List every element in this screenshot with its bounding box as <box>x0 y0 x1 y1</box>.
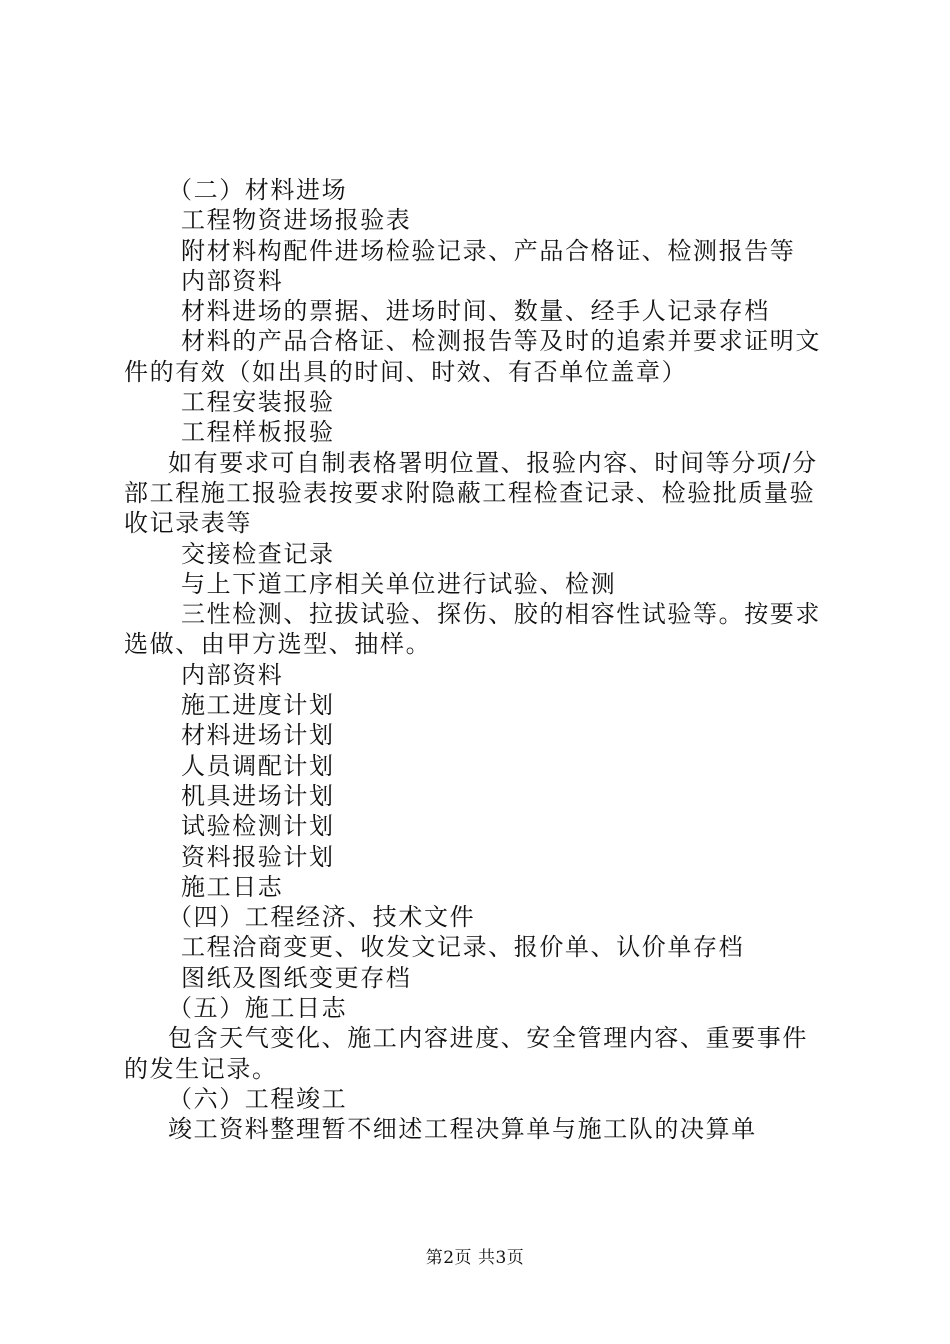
paragraph-line: 工程物资进场报验表 <box>181 206 412 235</box>
paragraph-line: 收记录表等 <box>124 509 252 538</box>
paragraph-line: 图纸及图纸变更存档 <box>181 963 412 992</box>
paragraph-line: 材料进场计划 <box>181 721 335 750</box>
paragraph-line: 内部资料 <box>181 266 284 295</box>
document-body <box>124 175 836 1145</box>
paragraph-line: 包含天气变化、施工内容进度、安全管理内容、重要事件 <box>168 1024 808 1053</box>
paragraph-line: 工程样板报验 <box>181 418 335 447</box>
paragraph-line: 竣工资料整理暂不细述工程决算单与施工队的决算单 <box>168 1115 757 1144</box>
paragraph-line: 件的有效（如出具的时间、时效、有否单位盖章） <box>124 357 688 386</box>
paragraph-line: 工程安装报验 <box>181 388 335 417</box>
paragraph-line: 施工进度计划 <box>181 691 335 720</box>
paragraph-line: 试验检测计划 <box>181 812 335 841</box>
paragraph-line: 机具进场计划 <box>181 781 335 810</box>
paragraph-line: 施工日志 <box>181 872 284 901</box>
paragraph-line: 部工程施工报验表按要求附隐蔽工程检查记录、检验批质量验 <box>124 478 816 507</box>
paragraph-line: 工程洽商变更、收发文记录、报价单、认价单存档 <box>181 933 745 962</box>
paragraph-line: 如有要求可自制表格署明位置、报验内容、时间等分项/分 <box>168 448 818 477</box>
paragraph-line: 与上下道工序相关单位进行试验、检测 <box>181 569 617 598</box>
section-heading: （二）材料进场 <box>168 176 348 204</box>
paragraph-line: 资料报验计划 <box>181 842 335 871</box>
paragraph-line: 的发生记录。 <box>124 1054 278 1083</box>
paragraph-line: 材料的产品合格证、检测报告等及时的追索并要求证明文 <box>181 327 821 356</box>
page-number-footer: 第2页 共3页 <box>425 1248 525 1268</box>
paragraph-line: 内部资料 <box>181 660 284 689</box>
paragraph-line: 材料进场的票据、进场时间、数量、经手人记录存档 <box>181 297 770 326</box>
paragraph-line: 人员调配计划 <box>181 751 335 780</box>
paragraph-line: 选做、由甲方选型、抽样。 <box>124 630 432 659</box>
section-heading: （五）施工日志 <box>168 994 348 1023</box>
paragraph-line: 附材料构配件进场检验记录、产品合格证、检测报告等 <box>181 236 796 265</box>
section-heading: （六）工程竣工 <box>168 1084 348 1113</box>
paragraph-line: 交接检查记录 <box>181 539 335 568</box>
section-heading: （四）工程经济、技术文件 <box>168 903 476 932</box>
paragraph-line: 三性检测、拉拔试验、探伤、胶的相容性试验等。按要求 <box>181 600 821 629</box>
